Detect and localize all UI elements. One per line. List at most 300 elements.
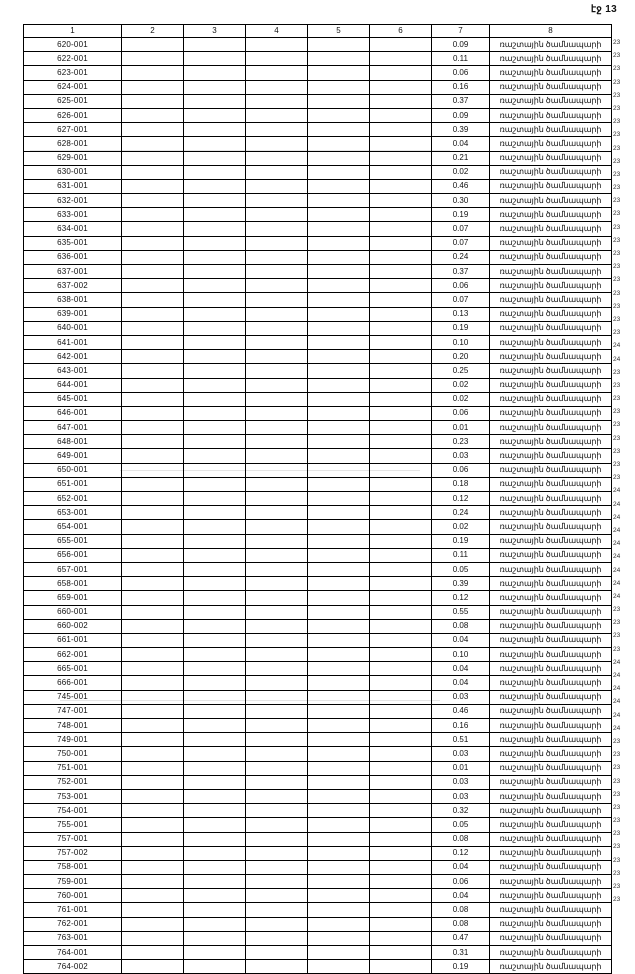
cell-description: ռաշտային ծամնապարի: [490, 690, 612, 704]
cell-col5: [308, 761, 370, 775]
table-row: [24, 903, 612, 917]
cell-col2: [122, 151, 184, 165]
cell-col2: [122, 194, 184, 208]
cell-description: ռաշտային ծամնապարի: [490, 38, 612, 52]
cell-col5: [308, 506, 370, 520]
cell-code: 659-001: [24, 591, 122, 605]
cell-code: 759-001: [24, 875, 122, 889]
cell-code: 634-001: [24, 222, 122, 236]
cell-col5: [308, 719, 370, 733]
cell-description: ռաշտային ծամնապարի: [490, 350, 612, 364]
table-header: [24, 25, 612, 38]
cell-description: ռաշտային ծամնապարի: [490, 378, 612, 392]
cell-description: ռաշտային ծամնապարի: [490, 903, 612, 917]
cell-col5: [308, 577, 370, 591]
cell-description: ռաշտային ծամնապարի: [490, 719, 612, 733]
cell-col4: [246, 137, 308, 151]
cell-code: 762-001: [24, 917, 122, 931]
side-margin-number: 23: [613, 289, 621, 297]
cell-code: 665-001: [24, 662, 122, 676]
table-row: [24, 761, 612, 775]
cell-col3: [184, 605, 246, 619]
cell-col2: [122, 350, 184, 364]
cell-col4: [246, 577, 308, 591]
cell-col5: [308, 591, 370, 605]
cell-col2: [122, 591, 184, 605]
cell-code: 662-001: [24, 648, 122, 662]
side-margin-number: 23: [613, 223, 621, 231]
cell-description: ռաշտային ծամնապարի: [490, 123, 612, 137]
cell-value: 0.11: [432, 52, 490, 66]
side-margin-number: 23: [613, 381, 621, 389]
cell-col5: [308, 917, 370, 931]
cell-col4: [246, 548, 308, 562]
side-margin-number: 23: [613, 65, 621, 73]
cell-col5: [308, 435, 370, 449]
cell-col6: [370, 633, 432, 647]
cell-code: 636-001: [24, 250, 122, 264]
cell-col3: [184, 222, 246, 236]
cell-col6: [370, 960, 432, 974]
cell-col5: [308, 52, 370, 66]
cell-col4: [246, 364, 308, 378]
cell-col5: [308, 889, 370, 903]
side-margin-number: 23: [613, 869, 621, 877]
cell-col6: [370, 179, 432, 193]
side-margin-number: 24: [613, 566, 621, 574]
cell-col3: [184, 293, 246, 307]
side-margin-number: 23: [613, 368, 621, 376]
cell-description: ռաշտային ծամնապարի: [490, 633, 612, 647]
table-row: [24, 633, 612, 647]
cell-description: ռաշտային ծամնապարի: [490, 307, 612, 321]
cell-value: 0.07: [432, 236, 490, 250]
cell-description: ռաշտային ծամնապարի: [490, 619, 612, 633]
side-margin-number: 23: [613, 197, 621, 205]
table-row: [24, 875, 612, 889]
cell-code: 639-001: [24, 307, 122, 321]
cell-col6: [370, 279, 432, 293]
cell-col3: [184, 179, 246, 193]
cell-code: 666-001: [24, 676, 122, 690]
table-row: [24, 335, 612, 349]
cell-col6: [370, 719, 432, 733]
cell-col4: [246, 208, 308, 222]
cell-col3: [184, 577, 246, 591]
cell-value: 0.08: [432, 917, 490, 931]
cell-col2: [122, 492, 184, 506]
cell-value: 0.32: [432, 804, 490, 818]
cell-col3: [184, 492, 246, 506]
cell-col5: [308, 860, 370, 874]
cell-col4: [246, 250, 308, 264]
side-margin-number: 23: [613, 856, 621, 864]
cell-col2: [122, 506, 184, 520]
cell-col4: [246, 222, 308, 236]
cell-col4: [246, 108, 308, 122]
cell-code: 751-001: [24, 761, 122, 775]
cell-code: 764-001: [24, 946, 122, 960]
cell-value: 0.16: [432, 80, 490, 94]
cell-col6: [370, 875, 432, 889]
side-margin-number: 23: [613, 184, 621, 192]
table-row: [24, 648, 612, 662]
cell-value: 0.24: [432, 250, 490, 264]
cell-code: 623-001: [24, 66, 122, 80]
cell-value: 0.04: [432, 889, 490, 903]
cell-col6: [370, 903, 432, 917]
cell-col6: [370, 52, 432, 66]
cell-col3: [184, 889, 246, 903]
table-row: [24, 94, 612, 108]
cell-description: ռաշտային ծամնապարի: [490, 265, 612, 279]
side-margin-number: 24: [613, 513, 621, 521]
cell-code: 628-001: [24, 137, 122, 151]
cell-col5: [308, 123, 370, 137]
cell-col4: [246, 506, 308, 520]
cell-col2: [122, 293, 184, 307]
cell-description: ռաշտային ծամնապարի: [490, 534, 612, 548]
table-body: [24, 38, 612, 974]
cell-col3: [184, 860, 246, 874]
cell-col6: [370, 832, 432, 846]
cell-description: ռաշտային ծամնապարի: [490, 946, 612, 960]
cell-col4: [246, 832, 308, 846]
cell-col4: [246, 520, 308, 534]
cell-col6: [370, 435, 432, 449]
cell-value: 0.37: [432, 94, 490, 108]
table-row: [24, 676, 612, 690]
side-margin-number: 24: [613, 711, 621, 719]
cell-code: 651-001: [24, 477, 122, 491]
cell-value: 0.08: [432, 903, 490, 917]
side-margin-number: 23: [613, 790, 621, 798]
side-margin-number: 23: [613, 157, 621, 165]
cell-col2: [122, 236, 184, 250]
cell-description: ռաշտային ծամնապարի: [490, 733, 612, 747]
cell-description: ռաշտային ծամնապարի: [490, 875, 612, 889]
cell-col6: [370, 789, 432, 803]
cell-code: 637-002: [24, 279, 122, 293]
cell-col5: [308, 492, 370, 506]
table-row: [24, 179, 612, 193]
cell-col6: [370, 449, 432, 463]
cell-col2: [122, 761, 184, 775]
cell-code: 748-001: [24, 719, 122, 733]
cell-col6: [370, 747, 432, 761]
cell-col4: [246, 94, 308, 108]
cell-value: 0.37: [432, 265, 490, 279]
cell-col2: [122, 690, 184, 704]
cell-code: 627-001: [24, 123, 122, 137]
side-margin-number: 23: [613, 236, 621, 244]
cell-col5: [308, 236, 370, 250]
cell-description: ռաշտային ծամնապարի: [490, 676, 612, 690]
cell-col2: [122, 66, 184, 80]
cell-col5: [308, 960, 370, 974]
side-margin-number: 23: [613, 606, 621, 614]
cell-code: 757-001: [24, 832, 122, 846]
table-row: [24, 789, 612, 803]
cell-col4: [246, 350, 308, 364]
side-margin-number: 23: [613, 474, 621, 482]
cell-col4: [246, 747, 308, 761]
side-margin-number: 23: [613, 104, 621, 112]
cell-code: 754-001: [24, 804, 122, 818]
table-row: [24, 477, 612, 491]
cell-value: 0.12: [432, 492, 490, 506]
cell-col5: [308, 562, 370, 576]
cell-value: 0.12: [432, 591, 490, 605]
cell-code: 647-001: [24, 421, 122, 435]
cell-description: ռաշտային ծամնապարի: [490, 392, 612, 406]
cell-col3: [184, 236, 246, 250]
cell-col6: [370, 321, 432, 335]
cell-col6: [370, 548, 432, 562]
cell-col3: [184, 449, 246, 463]
cell-col6: [370, 222, 432, 236]
side-margin-number: 24: [613, 724, 621, 732]
cell-col3: [184, 846, 246, 860]
cell-col6: [370, 931, 432, 945]
cell-value: 0.24: [432, 506, 490, 520]
cell-code: 745-001: [24, 690, 122, 704]
cell-col3: [184, 903, 246, 917]
cell-col6: [370, 506, 432, 520]
cell-col4: [246, 818, 308, 832]
cell-col6: [370, 534, 432, 548]
cell-value: 0.04: [432, 676, 490, 690]
cell-code: 650-001: [24, 463, 122, 477]
cell-value: 0.05: [432, 818, 490, 832]
cell-value: 0.02: [432, 520, 490, 534]
page-number-label: էջ 13: [590, 4, 617, 15]
side-margin-number: 24: [613, 342, 621, 350]
cell-col3: [184, 591, 246, 605]
side-margin-number: 23: [613, 896, 621, 904]
cell-description: ռաշտային ծամնապարի: [490, 648, 612, 662]
cell-col2: [122, 94, 184, 108]
cell-col6: [370, 917, 432, 931]
side-margin-number: 23: [613, 777, 621, 785]
cell-col3: [184, 250, 246, 264]
cell-col5: [308, 250, 370, 264]
cell-col5: [308, 421, 370, 435]
cell-description: ռաշտային ծամնապարի: [490, 66, 612, 80]
cell-col2: [122, 832, 184, 846]
cell-col6: [370, 846, 432, 860]
table-row: [24, 960, 612, 974]
cell-description: ռաշտային ծամնապարի: [490, 435, 612, 449]
side-margin-number: 23: [613, 447, 621, 455]
cell-col2: [122, 378, 184, 392]
cell-col3: [184, 307, 246, 321]
cell-col5: [308, 463, 370, 477]
side-margin-number: 24: [613, 355, 621, 363]
table-row: [24, 931, 612, 945]
cell-col5: [308, 165, 370, 179]
cell-description: ռաշտային ծամնապարի: [490, 335, 612, 349]
side-margin-number: 23: [613, 645, 621, 653]
cell-value: 0.04: [432, 137, 490, 151]
cell-col2: [122, 818, 184, 832]
side-margin-number: 23: [613, 329, 621, 337]
cell-col3: [184, 761, 246, 775]
table-row: [24, 165, 612, 179]
cell-col2: [122, 435, 184, 449]
cell-col2: [122, 222, 184, 236]
cell-value: 0.13: [432, 307, 490, 321]
table-row: [24, 378, 612, 392]
table-row: [24, 279, 612, 293]
cell-col2: [122, 250, 184, 264]
table-row: [24, 52, 612, 66]
cell-col2: [122, 38, 184, 52]
column-header-1: 1: [24, 25, 122, 38]
column-header-8: 8: [490, 25, 612, 38]
cell-col4: [246, 123, 308, 137]
cell-col5: [308, 548, 370, 562]
cell-value: 0.01: [432, 761, 490, 775]
cell-col6: [370, 94, 432, 108]
cell-col5: [308, 279, 370, 293]
cell-col4: [246, 761, 308, 775]
cell-col6: [370, 690, 432, 704]
cell-code: 648-001: [24, 435, 122, 449]
cell-col6: [370, 293, 432, 307]
cell-col4: [246, 860, 308, 874]
data-table-container: [23, 24, 611, 974]
cell-col5: [308, 690, 370, 704]
table-row: [24, 747, 612, 761]
cell-col4: [246, 38, 308, 52]
cell-value: 0.03: [432, 449, 490, 463]
cell-value: 0.46: [432, 704, 490, 718]
cell-col6: [370, 66, 432, 80]
cell-code: 625-001: [24, 94, 122, 108]
cell-col4: [246, 421, 308, 435]
side-margin-number: 24: [613, 540, 621, 548]
cell-col5: [308, 293, 370, 307]
cell-col6: [370, 775, 432, 789]
cell-col2: [122, 335, 184, 349]
side-margin-number: 23: [613, 170, 621, 178]
cell-col3: [184, 818, 246, 832]
table-row: [24, 917, 612, 931]
cell-col3: [184, 477, 246, 491]
cell-col4: [246, 477, 308, 491]
cell-col6: [370, 704, 432, 718]
cell-col5: [308, 151, 370, 165]
cell-col3: [184, 676, 246, 690]
cell-col5: [308, 477, 370, 491]
side-margin-number: 23: [613, 751, 621, 759]
cell-col3: [184, 832, 246, 846]
column-header-2: 2: [122, 25, 184, 38]
cell-col2: [122, 960, 184, 974]
cell-col3: [184, 80, 246, 94]
cell-col6: [370, 562, 432, 576]
cell-value: 0.18: [432, 477, 490, 491]
cell-col2: [122, 321, 184, 335]
cell-col4: [246, 392, 308, 406]
cell-col5: [308, 137, 370, 151]
cell-code: 629-001: [24, 151, 122, 165]
cell-description: ռաշտային ծամնապարի: [490, 775, 612, 789]
cell-description: ռաշտային ծամնապարի: [490, 662, 612, 676]
cell-col6: [370, 463, 432, 477]
table-row: [24, 846, 612, 860]
cell-code: 649-001: [24, 449, 122, 463]
cell-code: 654-001: [24, 520, 122, 534]
cell-col6: [370, 804, 432, 818]
cell-description: ռաշտային ծամնապարի: [490, 818, 612, 832]
cell-col4: [246, 151, 308, 165]
cell-value: 0.04: [432, 662, 490, 676]
cell-value: 0.03: [432, 690, 490, 704]
cell-col4: [246, 648, 308, 662]
cell-col2: [122, 52, 184, 66]
cell-value: 0.06: [432, 875, 490, 889]
cell-code: 633-001: [24, 208, 122, 222]
side-margin-number: 23: [613, 408, 621, 416]
table-row: [24, 534, 612, 548]
table-row: [24, 194, 612, 208]
cell-code: 635-001: [24, 236, 122, 250]
cell-col5: [308, 931, 370, 945]
table-row: [24, 690, 612, 704]
cell-col6: [370, 236, 432, 250]
table-row: [24, 307, 612, 321]
cell-col3: [184, 364, 246, 378]
table-row: [24, 662, 612, 676]
column-header-7: 7: [432, 25, 490, 38]
cell-code: 626-001: [24, 108, 122, 122]
cell-col3: [184, 648, 246, 662]
cell-value: 0.06: [432, 66, 490, 80]
table-row: [24, 38, 612, 52]
table-row: [24, 406, 612, 420]
table-row: [24, 421, 612, 435]
cell-col5: [308, 406, 370, 420]
cell-col6: [370, 165, 432, 179]
cell-col2: [122, 889, 184, 903]
cell-col6: [370, 492, 432, 506]
cell-col5: [308, 619, 370, 633]
cell-col2: [122, 265, 184, 279]
cell-col5: [308, 307, 370, 321]
cell-col3: [184, 137, 246, 151]
cell-col5: [308, 633, 370, 647]
side-margin-number: 24: [613, 672, 621, 679]
cell-col6: [370, 335, 432, 349]
cell-code: 749-001: [24, 733, 122, 747]
cell-description: ռաշտային ծամնապարի: [490, 222, 612, 236]
cell-value: 0.04: [432, 633, 490, 647]
side-margin-number: 23: [613, 737, 621, 745]
cell-col3: [184, 94, 246, 108]
cell-code: 757-002: [24, 846, 122, 860]
table-row: [24, 293, 612, 307]
table-row: [24, 591, 612, 605]
cell-code: 660-001: [24, 605, 122, 619]
cell-col3: [184, 534, 246, 548]
cell-col6: [370, 946, 432, 960]
cell-col2: [122, 676, 184, 690]
cell-col3: [184, 265, 246, 279]
cell-value: 0.05: [432, 562, 490, 576]
cell-col4: [246, 846, 308, 860]
